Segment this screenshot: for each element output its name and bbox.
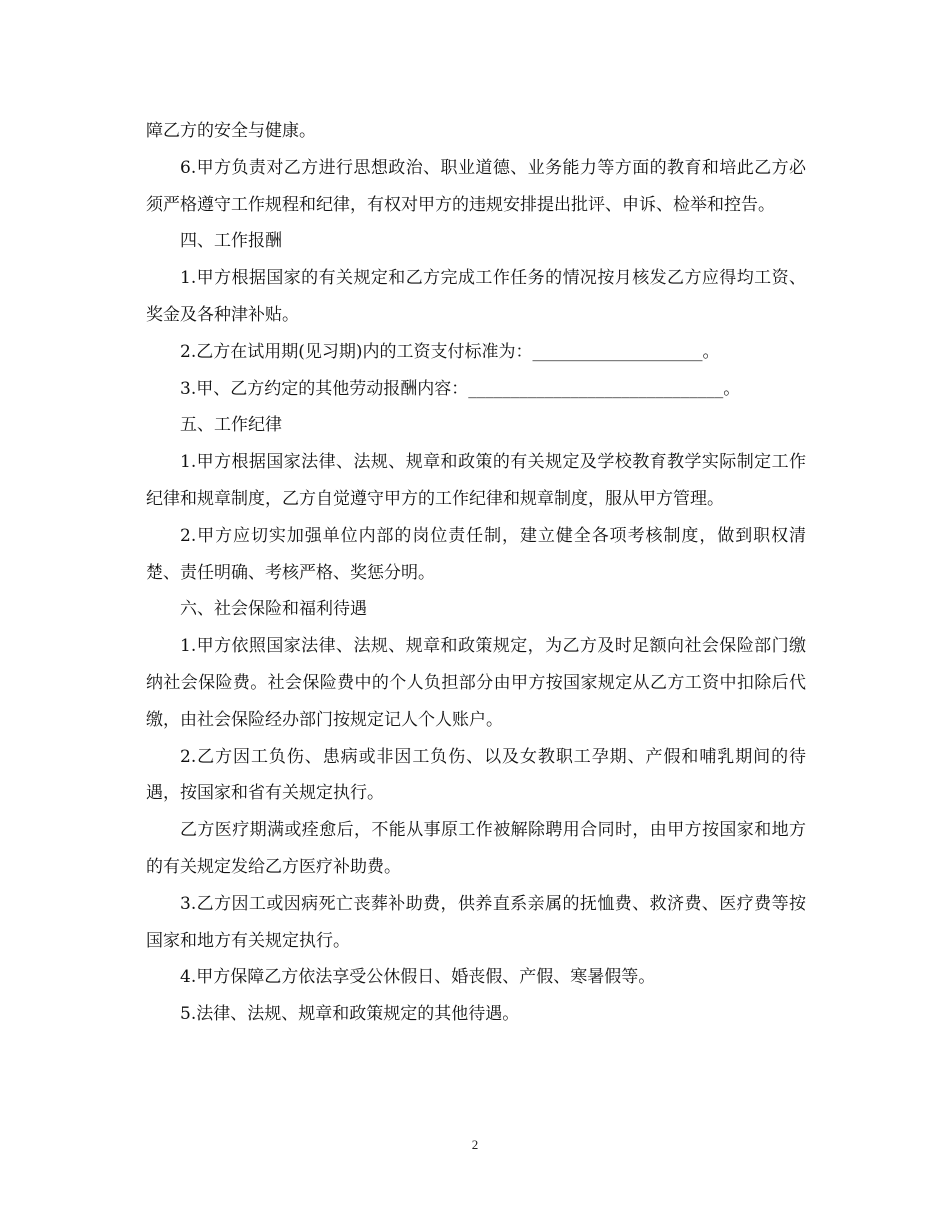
paragraph: 6.甲方负责对乙方进行思想政治、职业道德、业务能力等方面的教育和培此乙方必须严格遵守工作规程和纪律，有权对甲方的违规安排提出批评、申诉、检举和控告。: [146, 157, 806, 215]
paragraph: 2.乙方在试用期(见习期)内的工资支付标准为：____________________。: [180, 341, 720, 362]
paragraph: 1.甲方依照国家法律、法规、规章和政策规定，为乙方及时足额向社会保险部门缴纳社会保险费。社会保险费中的个人负担部分由甲方按国家规定从乙方工资中扣除后代缴，由社会保险经办部门按规定记人个人账户。: [146, 636, 806, 730]
paragraph: 障乙方的安全与健康。: [146, 121, 316, 141]
section-heading: 五、工作纪律: [180, 415, 282, 436]
paragraph: 2.乙方因工负伤、患病或非因工负伤、以及女教职工孕期、产假和哺乳期间的待遇，按国家和省有关规定执行。: [146, 746, 806, 804]
paragraph: 3.乙方因工或因病死亡丧葬补助费，供养直系亲属的抚恤费、救济费、医疗费等按国家和地方有关规定执行。: [146, 893, 806, 951]
paragraph: 4.甲方保障乙方依法享受公休假日、婚丧假、产假、寒暑假等。: [180, 967, 656, 988]
paragraph: 3.甲、乙方约定的其他劳动报酬内容：______________________________。: [180, 378, 741, 399]
page-number: 2: [471, 1137, 479, 1152]
section-heading: 六、社会保险和福利待遇: [180, 599, 367, 620]
paragraph: 1.甲方根据国家的有关规定和乙方完成工作任务的情况按月核发乙方应得均工资、奖金及各种津补贴。: [146, 268, 806, 325]
paragraph: 乙方医疗期满或痊愈后，不能从事原工作被解除聘用合同时，由甲方按国家和地方的有关规定发给乙方医疗补助费。: [146, 820, 806, 877]
paragraph: 5.法律、法规、规章和政策规定的其他待遇。: [180, 1004, 520, 1025]
paragraph: 1.甲方根据国家法律、法规、规章和政策的有关规定及学校教育教学实际制定工作纪律和规章制度，乙方自觉遵守甲方的工作纪律和规章制度，服从甲方管理。: [146, 452, 806, 509]
section-heading: 四、工作报酬: [180, 231, 282, 252]
document-body: [146, 113, 806, 1033]
paragraph: 2.甲方应切实加强单位内部的岗位责任制，建立健全各项考核制度，做到职权清楚、责任明确、考核严格、奖惩分明。: [146, 525, 806, 583]
